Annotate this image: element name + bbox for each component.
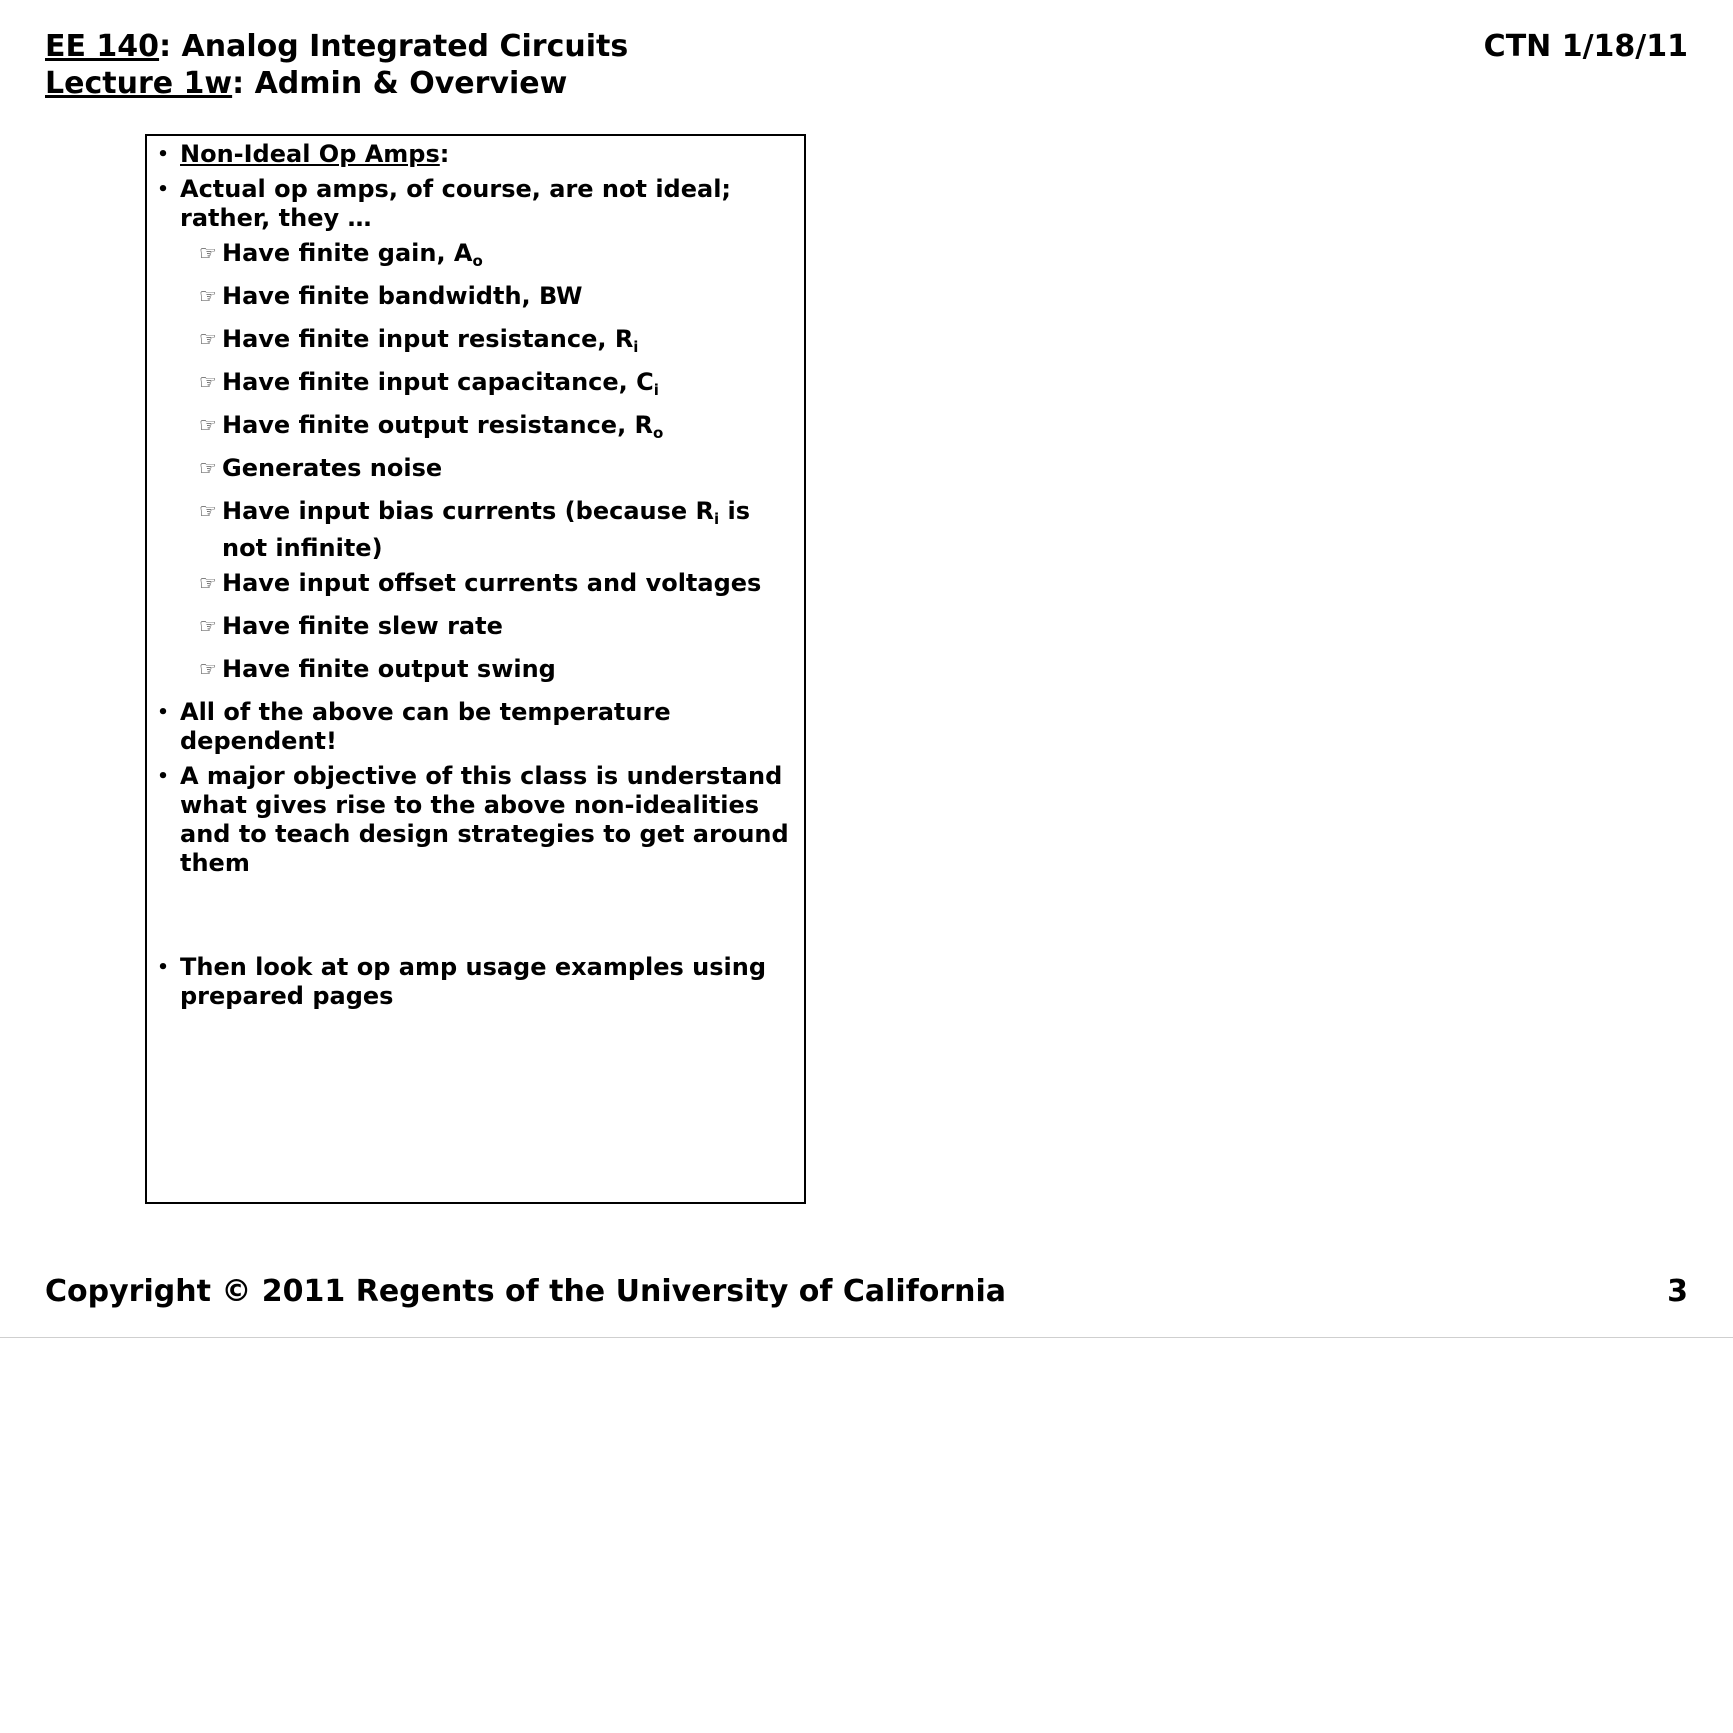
pointing-hand-icon: ☞ [199, 284, 217, 308]
usage-note-bullet [153, 953, 801, 1011]
slide-heading: Non-Ideal Op Amps [180, 140, 440, 168]
bullet-dot: • [157, 766, 169, 787]
pointing-hand-icon: ☞ [199, 499, 217, 523]
spacer [153, 884, 801, 953]
slide-heading-bullet [153, 140, 801, 169]
list-item: ☞ Have finite output resistance, $R_o$ [199, 411, 664, 442]
bullet-dot: • [157, 957, 169, 978]
usage-note: Then look at op amp usage examples using prepared pages [180, 953, 767, 1010]
page-divider [0, 1337, 1733, 1338]
course-title [45, 28, 628, 65]
pointing-hand-icon: ☞ [199, 456, 217, 480]
course-separator: : [159, 29, 182, 64]
lecture-title [45, 65, 628, 102]
pointing-hand-icon: ☞ [199, 657, 217, 681]
intro-text: Actual op amps, of course, are not ideal; rather, they … [180, 175, 732, 232]
lecture-name: Admin & Overview [254, 66, 568, 101]
list-item: ☞ Have finite output swing [199, 655, 556, 683]
temperature-note-bullet [153, 698, 801, 756]
bullet-dot: • [157, 179, 169, 200]
pointing-hand-icon: ☞ [199, 370, 217, 394]
pointing-hand-icon: ☞ [199, 571, 217, 595]
course-name: Analog Integrated Circuits [181, 29, 629, 64]
list-item: ☞ Have finite bandwidth, BW [199, 282, 583, 310]
list-item: ☞ Have finite input capacitance, $C_i$ [199, 368, 659, 399]
list-item: ☞ Have finite slew rate [199, 612, 503, 640]
bullet-dot: • [157, 702, 169, 723]
list-item: ☞ Generates noise [199, 454, 443, 482]
lecture-date: CTN 1/18/11 [1483, 29, 1688, 64]
objective-note-bullet [153, 762, 801, 878]
temperature-note: All of the above can be temperature dependent! [180, 698, 671, 755]
copyright-notice: Copyright © 2011 Regents of the University of California [45, 1274, 1007, 1309]
slide-frame [145, 134, 806, 1204]
slide-heading-suffix: : [439, 140, 450, 168]
pointing-hand-icon: ☞ [199, 327, 217, 351]
lecture-code: Lecture 1w [45, 66, 233, 101]
page-header [45, 28, 628, 102]
slide-content [153, 140, 801, 1017]
intro-bullet [153, 175, 801, 233]
pointing-hand-icon: ☞ [199, 413, 217, 437]
lecture-separator: : [232, 66, 255, 101]
list-item: ☞ Have input bias currents (because $R_i$ is not infinite) [199, 497, 751, 562]
objective-note: A major objective of this class is understand what gives rise to the above non-idealities and to teach design strategies to get around them [180, 762, 789, 877]
pointing-hand-icon: ☞ [199, 614, 217, 638]
bullet-dot: • [157, 144, 169, 165]
list-item: ☞ Have finite input resistance, $R_i$ [199, 325, 639, 356]
page-number: 3 [1667, 1274, 1688, 1309]
list-item: ☞ Have input offset currents and voltages [199, 569, 762, 597]
course-code: EE 140 [45, 29, 160, 64]
pointing-hand-icon: ☞ [199, 241, 217, 265]
list-item: ☞ Have finite gain, $A_o$ [199, 239, 483, 270]
